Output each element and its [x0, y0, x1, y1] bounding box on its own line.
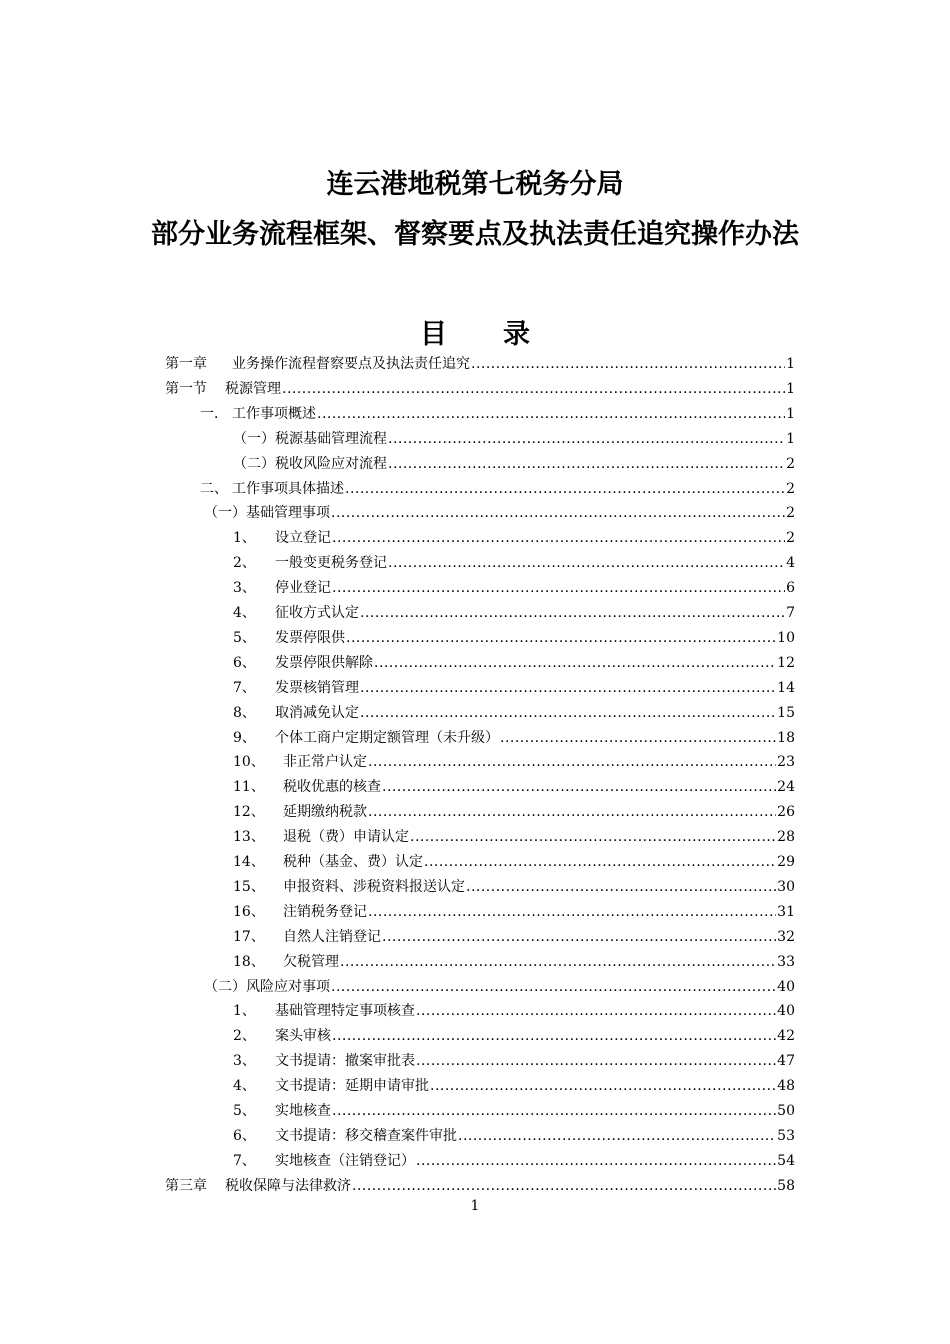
toc-entry-label: 税收保障与法律救济 [225, 1177, 351, 1194]
toc-leader-dots [360, 701, 776, 726]
toc-leader-dots [360, 676, 776, 701]
toc-entry[interactable] [233, 676, 795, 701]
toc-leader-dots [500, 726, 776, 751]
toc-entry-number: （二） [204, 978, 246, 995]
toc-entry[interactable] [200, 477, 795, 502]
toc-entry-page: 26 [777, 804, 795, 821]
toc-entry[interactable] [233, 999, 795, 1024]
toc-leader-dots [424, 850, 776, 875]
toc-entry-label: 欠税管理 [283, 953, 339, 970]
toc-entry-label: 发票停限供解除 [275, 654, 373, 671]
toc-entry-page: 2 [786, 455, 795, 472]
toc-entry[interactable] [233, 775, 795, 800]
toc-entry-number: 3、 [233, 580, 256, 597]
toc-entry[interactable] [204, 975, 795, 1000]
toc-entry-label: 基础管理特定事项核查 [275, 1003, 415, 1020]
toc-entry-page: 2 [786, 480, 795, 497]
toc-leader-dots [282, 377, 785, 402]
toc-entry-page: 53 [777, 1127, 795, 1144]
toc-entry-number: 第一章 [165, 356, 221, 372]
toc-heading: 目录 [420, 319, 586, 350]
toc-entry-page: 1 [786, 356, 795, 372]
toc-leader-dots [466, 875, 776, 900]
toc-leader-dots [317, 402, 785, 427]
toc-entry-page: 31 [777, 903, 795, 920]
toc-entry-number: 6、 [233, 654, 256, 671]
toc-leader-dots [331, 975, 776, 1000]
toc-entry[interactable] [233, 626, 795, 651]
toc-leader-dots [352, 1174, 776, 1199]
toc-entry-page: 10 [777, 629, 795, 646]
toc-entry-page: 33 [777, 953, 795, 970]
toc-entry-page: 42 [777, 1028, 795, 1045]
toc-entry-number: 11、 [233, 779, 265, 796]
toc-entry-number: （一） [233, 430, 275, 447]
toc-entry-label: 征收方式认定 [275, 605, 359, 621]
toc-leader-dots [388, 452, 785, 477]
toc-leader-dots [331, 501, 785, 526]
toc-entry-page: 40 [777, 1003, 795, 1020]
toc-entry-label: 税收风险应对流程 [275, 455, 387, 472]
toc-entry-number: 5、 [233, 629, 256, 646]
toc-entry[interactable] [233, 1049, 795, 1074]
toc-leader-dots [416, 1149, 776, 1174]
toc-leader-dots [332, 576, 785, 601]
toc-leader-dots [368, 750, 776, 775]
toc-entry[interactable] [233, 726, 795, 751]
toc-leader-dots [374, 651, 776, 676]
toc-entry-label: 停业登记 [275, 580, 331, 597]
toc-entry-page: 24 [777, 779, 795, 796]
toc-entry-page: 58 [777, 1177, 795, 1194]
toc-entry-label: 实地核查 [275, 1103, 331, 1119]
toc-leader-dots [332, 1024, 776, 1049]
toc-entry-number: 9、 [233, 729, 256, 746]
toc-leader-dots [430, 1074, 776, 1099]
toc-entry[interactable] [165, 377, 795, 402]
toc-entry-number: 2、 [233, 1028, 256, 1045]
toc-entry[interactable] [233, 601, 795, 626]
toc-entry-number: 12、 [233, 804, 265, 821]
toc-entry[interactable] [233, 526, 795, 551]
toc-leader-dots [416, 999, 776, 1024]
toc-entry-number: 3、 [233, 1053, 256, 1070]
toc-entry[interactable] [165, 352, 795, 377]
toc-entry-number: 第三章 [165, 1177, 212, 1194]
toc-entry[interactable] [165, 1174, 795, 1199]
toc-entry[interactable] [233, 825, 795, 850]
toc-leader-dots [340, 950, 776, 975]
toc-entry-label: 工作事项概述 [232, 405, 316, 422]
toc-entry-page: 1 [786, 380, 795, 397]
toc-entry-number: 17、 [233, 928, 265, 945]
toc-entry-page: 40 [777, 978, 795, 995]
toc-entry-label: 注销税务登记 [283, 903, 367, 920]
toc-entry-label: 工作事项具体描述 [232, 480, 344, 497]
toc-entry[interactable] [233, 427, 795, 452]
toc-leader-dots [382, 925, 776, 950]
toc-leader-dots [346, 626, 776, 651]
toc-entry-number: 7、 [233, 679, 256, 696]
toc-entry-page: 30 [777, 878, 795, 895]
toc-leader-dots [332, 1099, 776, 1124]
toc-entry[interactable] [233, 800, 795, 825]
toc-entry-page: 54 [777, 1152, 795, 1169]
toc-entry-page: 50 [777, 1103, 795, 1119]
toc-entry-page: 6 [786, 580, 795, 597]
toc-entry-number: 二、 [200, 480, 228, 497]
toc-entry[interactable] [233, 750, 795, 775]
toc-entry-page: 4 [786, 555, 795, 572]
toc-entry-number: 6、 [233, 1127, 256, 1144]
toc-entry-page: 2 [786, 530, 795, 547]
toc-leader-dots [416, 1049, 776, 1074]
toc-entry-label: 个体工商户定期定额管理（未升级） [275, 729, 499, 746]
toc-entry-page: 2 [786, 505, 795, 522]
toc-entry-number: 5、 [233, 1103, 256, 1119]
toc-entry-label: 一般变更税务登记 [275, 555, 387, 572]
toc-entry-label: 非正常户认定 [283, 754, 367, 771]
toc-entry-page: 48 [777, 1078, 795, 1095]
toc-leader-dots [382, 775, 776, 800]
toc-entry-number: 10、 [233, 754, 265, 771]
toc-entry[interactable] [233, 701, 795, 726]
toc-entry[interactable] [233, 1024, 795, 1049]
toc-entry[interactable] [233, 551, 795, 576]
toc-entry[interactable] [233, 1124, 795, 1149]
toc-entry-number: 13、 [233, 829, 265, 846]
page-number: 1 [470, 1198, 480, 1214]
toc-entry-number: 15、 [233, 878, 265, 895]
toc-leader-dots [368, 900, 776, 925]
toc-leader-dots [368, 800, 776, 825]
toc-entry-label: 文书提请：延期申请审批 [275, 1078, 429, 1095]
toc-entry-number: 4、 [233, 1078, 256, 1095]
toc-entry-page: 32 [777, 928, 795, 945]
toc-entry-page: 28 [777, 829, 795, 846]
toc-entry-number: 18、 [233, 953, 265, 970]
toc-entry-number: （二） [233, 455, 275, 472]
toc-leader-dots [410, 825, 776, 850]
toc-entry-label: 风险应对事项 [246, 978, 330, 995]
toc-entry-number: 7、 [233, 1152, 256, 1169]
toc-entry-label: 延期缴纳税款 [283, 804, 367, 821]
toc-entry-number: （一） [204, 505, 246, 522]
toc-entry-label: 税收优惠的核查 [283, 779, 381, 796]
toc-entry-number: 16、 [233, 903, 265, 920]
toc-entry-label: 案头审核 [275, 1028, 331, 1045]
toc-entry-label: 实地核查（注销登记） [275, 1152, 415, 1169]
document-title-line2: 部分业务流程框架、督察要点及执法责任追究操作办法 [151, 219, 799, 250]
toc-entry-number: 一． [200, 405, 228, 422]
toc-entry-number: 2、 [233, 555, 256, 572]
toc-leader-dots [345, 477, 785, 502]
document-title-line1: 连云港地税第七税务分局 [326, 169, 624, 200]
toc-entry-label: 申报资料、涉税资料报送认定 [283, 878, 465, 895]
toc-entry-page: 29 [777, 854, 795, 870]
toc-entry[interactable] [233, 850, 795, 875]
toc-entry-page: 15 [777, 704, 795, 721]
toc-entry[interactable] [233, 900, 795, 925]
toc-entry-label: 发票停限供 [275, 629, 345, 646]
toc-entry-page: 12 [777, 654, 795, 671]
toc-entry-label: 设立登记 [275, 530, 331, 547]
toc-entry-number: 1、 [233, 1003, 256, 1020]
toc-entry[interactable] [200, 402, 795, 427]
toc-entry-label: 发票核销管理 [275, 679, 359, 696]
toc-entry-number: 1、 [233, 530, 256, 547]
toc-entry-page: 7 [786, 605, 795, 621]
toc-entry-label: 退税（费）申请认定 [283, 829, 409, 846]
toc-leader-dots [388, 427, 785, 452]
toc-entry[interactable] [233, 1099, 795, 1124]
toc-entry-label: 税源管理 [225, 380, 281, 397]
toc-leader-dots [388, 551, 785, 576]
toc-entry-page: 14 [777, 679, 795, 696]
toc-entry-number: 14、 [233, 854, 265, 870]
toc-entry-page: 47 [777, 1053, 795, 1070]
toc-entry[interactable] [233, 1149, 795, 1174]
toc-entry[interactable] [204, 501, 795, 526]
toc-entry[interactable] [233, 651, 795, 676]
toc-entry-label: 自然人注销登记 [283, 928, 381, 945]
toc-entry-label: 文书提请：撤案审批表 [275, 1053, 415, 1070]
toc-leader-dots [360, 601, 785, 626]
toc-entry[interactable] [233, 950, 795, 975]
toc-entry-number: 第一节 [165, 380, 212, 397]
toc-leader-dots [471, 352, 785, 377]
toc-entry[interactable] [233, 1074, 795, 1099]
toc-entry-page: 1 [786, 405, 795, 422]
toc-entry-page: 1 [786, 430, 795, 447]
toc-entry[interactable] [233, 925, 795, 950]
toc-entry-label: 取消减免认定 [275, 704, 359, 721]
toc-entry-page: 23 [777, 754, 795, 771]
toc-entry-label: 基础管理事项 [246, 505, 330, 522]
toc-entry[interactable] [233, 452, 795, 477]
toc-leader-dots [332, 526, 785, 551]
toc-leader-dots [458, 1124, 776, 1149]
toc-entry-number: 4、 [233, 605, 256, 621]
toc-entry-label: 税种（基金、费）认定 [283, 854, 423, 870]
toc-entry-label: 税源基础管理流程 [275, 430, 387, 447]
toc-entry-page: 18 [777, 729, 795, 746]
toc-entry-number: 8、 [233, 704, 256, 721]
toc-entry-label: 业务操作流程督察要点及执法责任追究 [232, 356, 470, 372]
toc-entry-label: 文书提请：移交稽查案件审批 [275, 1127, 457, 1144]
toc-entry[interactable] [233, 576, 795, 601]
toc-entry[interactable] [233, 875, 795, 900]
